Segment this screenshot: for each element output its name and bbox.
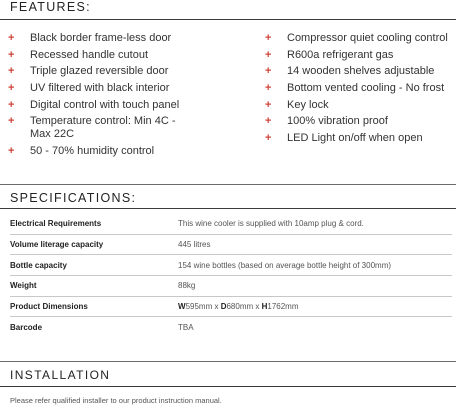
plus-icon: + (8, 145, 15, 158)
feature-item: + Bottom vented cooling - No frost (265, 82, 445, 95)
feature-item: + LED Light on/off when open (265, 132, 423, 145)
spec-label: Bottle capacity (10, 255, 178, 276)
features-list-right (265, 32, 460, 149)
feature-item: + Temperature control: Min 4C - Max 22C (8, 115, 176, 141)
feature-item: + Triple glazed reversible door (8, 65, 169, 78)
plus-icon: + (265, 65, 272, 78)
features-list-left (8, 32, 223, 162)
plus-icon: + (8, 82, 15, 95)
features-heading: FEATURES: (10, 0, 91, 14)
plus-icon: + (265, 132, 272, 145)
plus-icon: + (265, 82, 272, 95)
feature-item: + 14 wooden shelves adjustable (265, 65, 435, 78)
plus-icon: + (8, 98, 15, 111)
feature-item: + R600a refrigerant gas (265, 48, 394, 61)
table-row (10, 214, 452, 234)
plus-icon: + (8, 48, 15, 61)
table-row (10, 276, 452, 297)
installation-text: Please refer qualified installer to our product instruction manual. (10, 396, 222, 405)
specifications-divider (0, 208, 456, 209)
feature-item: + UV filtered with black interior (8, 82, 170, 95)
table-row (10, 296, 452, 317)
table-row (10, 255, 452, 276)
table-row (10, 234, 452, 255)
spec-label: Electrical Requirements (10, 214, 178, 234)
spec-value: TBA (178, 322, 194, 332)
feature-item: + Compressor quiet cooling control (265, 32, 448, 44)
plus-icon: + (8, 65, 15, 78)
installation-heading: INSTALLATION (10, 368, 111, 382)
feature-item: + Recessed handle cutout (8, 48, 149, 61)
plus-icon: + (265, 98, 272, 111)
spec-value: 445 litres (178, 234, 452, 255)
feature-item: + Black border frame-less door (8, 32, 172, 44)
feature-item: + 50 - 70% humidity control (8, 145, 155, 158)
feature-item: + Digital control with touch panel (8, 98, 180, 111)
specifications-table (10, 214, 452, 337)
feature-item: + Key lock (265, 98, 329, 111)
table-row (10, 317, 452, 337)
spec-value-dimensions: W595mm x D680mm x H1762mm (178, 296, 452, 317)
plus-icon: + (8, 32, 15, 44)
features-divider (0, 19, 456, 20)
plus-icon: + (265, 48, 272, 61)
spec-label: Volume literage capacity (10, 234, 178, 255)
spec-value: This wine cooler is supplied with 10amp plug & cord. (178, 214, 452, 234)
plus-icon: + (8, 115, 15, 128)
spec-label: Product Dimensions (10, 296, 178, 317)
spec-label: Barcode (10, 322, 43, 332)
installation-divider (0, 386, 456, 387)
feature-item: + 100% vibration proof (265, 115, 388, 128)
installation-top-divider (0, 361, 456, 362)
plus-icon: + (265, 32, 272, 44)
specifications-top-divider (0, 184, 456, 185)
specifications-heading: SPECIFICATIONS: (10, 191, 137, 205)
plus-icon: + (265, 115, 272, 128)
spec-label: Weight (10, 276, 178, 297)
spec-value: 154 wine bottles (based on average bottle height of 300mm) (178, 255, 452, 276)
spec-value: 88kg (178, 276, 452, 297)
